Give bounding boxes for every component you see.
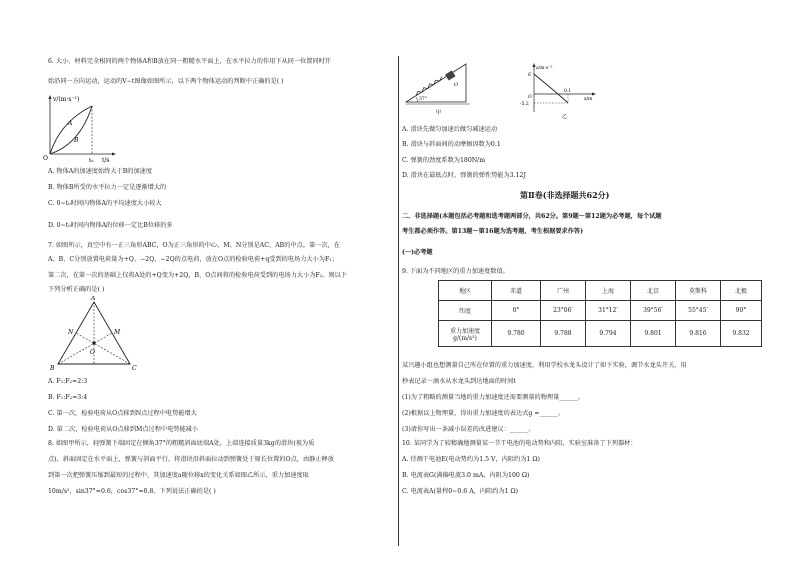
part2-instr-line2: 考生都必须作答。第13题～第16题为选考题，考生根据要求作答) [402,228,584,235]
q8-fig-ylabel: a/m·s⁻² [536,66,553,71]
q6-graph-label-a: A [68,120,73,127]
q6-option-a: A. 物体A的加速度始终大于B的加速度 [48,168,153,175]
q8-stem-line1: 8. 如图甲所示，轻弹簧下端固定在倾角37°的粗糙斜面底端A处，上端连接质量3kg的滑块(视为质 [48,440,315,447]
q6-graph-xlabel: t/s [102,157,110,164]
table-cell: 9.816 [676,321,721,347]
part2-subhead: (一)必考题 [402,249,433,256]
table-cell: 纬度 [439,301,492,321]
q8-fig-y6: 6 [528,73,531,78]
table-cell: 9.801 [631,321,676,347]
table-header-cell: 莫斯科 [676,281,721,301]
table-cell: 31°12′ [586,301,631,321]
table-header-cell: 广州 [541,281,586,301]
q9-after-line2: 秒表记录一滴水从水龙头到达地面的时间t [402,378,516,385]
q7-stem-line3: 第二次，在第一次的基础上仅将A处的+Q变为+2Q，B、O点间将的检验电荷受到的电场力大小为F₂。则以下 [48,272,347,279]
q7-label-o: O [90,349,95,356]
q8-stem-line4: 10m/s²，sin37°=0.6，cos37°=0.8。下列说法正确的是( ) [48,488,216,495]
table-header-cell: 北极 [721,281,762,301]
q8-fig-label-jia: 甲 [436,110,442,116]
q7-label-b: B [50,365,55,372]
table-cell: 0° [492,301,541,321]
table-cell: 9.832 [721,321,762,347]
q8-fig-ym52: -5.2 [520,102,529,107]
q6-graph-origin: O [43,155,48,162]
q9-subq2: (2)根据以上物理量，得出重力加速度的表达式g =______。 [402,410,565,417]
q8-option-a: A. 滑块先做匀加速后做匀减速运动 [402,126,498,133]
q8-option-b: B. 滑块与斜面间的动摩擦因数为0.1 [402,141,501,148]
table-cell [439,321,492,347]
q8-stem-line2: 点)，斜面固定在水平面上，弹簧与斜面平行。将滑块沿斜面拉动到弹簧处于原长位置的O点，由静止释放 [48,456,334,463]
q9-subq1: (1)为了粗略的测量当地的重力加速度还需要测量的物理量______。 [402,394,585,401]
table-cell: 55°45′ [676,301,721,321]
q7-triangle-figure [50,296,150,372]
q8-option-c: C. 弹簧的劲度系数为180N/m [402,157,486,164]
q7-stem-line2: A、B、C分别放置电荷量为+Q、−2Q、−2Q的点电荷，放在O点的检验电荷+q受到的电场力大小为F₁； [48,256,338,263]
table-cell: 9.780 [492,321,541,347]
q9-stem: 9. 下面为不同地区的重力加速度数值。 [402,268,509,275]
q8-fig-label-yi: 乙 [562,114,568,120]
q10-option-b: B. 电流表G(满偏电流3.0 mA，内阻为100 Ω) [402,472,530,479]
q7-option-a: A. F₁:F₂=2:3 [48,378,88,385]
part2-instr-line1: 二、非选择题(本题包括必考题和选考题两部分，共62分。第9题～第12题为必考题，每个试题 [402,213,662,220]
q6-graph-t0: t₀ [89,158,94,164]
q7-option-d: D. 第二次，检验电荷从O点移到M点过程中电势能减小 [48,426,199,433]
q6-option-d: D. 0~t₀时间内物体A的位移一定比B位移的多 [48,222,173,229]
part2-title: 第Ⅱ卷(非选择题共62分) [520,190,610,200]
table-cell: 23°06′ [541,301,586,321]
q8-fig-x01: 0.1 [564,89,572,94]
q7-label-m: M [114,329,121,336]
table-row [439,301,762,321]
table-row [439,281,762,301]
q7-label-a: A [91,296,96,302]
table-header-cell: 地区 [439,281,492,301]
q6-vt-graph [40,92,120,164]
q8-fig-xlabel: x/m [584,97,593,102]
table-header-cell: 北京 [631,281,676,301]
q9-after-line1: 某兴趣小组也想测量自己所在位置的重力加速度，利用学校水龙头设计了如下实验，调节水龙头开关，用 [402,362,687,369]
table-header-cell: 上海 [586,281,631,301]
q7-stem-line4: 下列分析正确的是( ) [48,286,105,293]
table-cell-label-line1: 重力加速度 [449,327,480,335]
q8-option-d: D. 滑块在最低点时，弹簧的弹性势能为3.12J [402,172,526,179]
table-header-cell: 赤道 [492,281,541,301]
q7-label-n: N [68,329,74,336]
q6-option-b: B. 物体B所受的水平拉力一定是逐渐增大的 [48,184,167,191]
q6-stem-line2: 始沿同一方向运动，运动的V−t图像如图所示，以下两个物体运动的判断中正确的是( ) [48,78,284,85]
q8-figure-jia [402,58,474,116]
table-cell: 9.794 [586,321,631,347]
q9-gravity-table [438,280,762,347]
q6-graph-ylabel: v/(m·s⁻¹) [53,96,80,103]
q10-option-c: C. 电流表A(量程0~0.6 A，内阻约为1 Ω) [402,488,519,495]
table-cell-label-line2: g/(m/s²) [453,334,477,342]
q7-label-c: C [132,365,137,372]
table-cell: 9.788 [541,321,586,347]
q6-option-c: C. 0~t₀时间内物体A的平均速度大小较大 [48,200,162,207]
q6-graph-label-b: B [74,137,79,144]
q9-subq3: (3)请你写出一条减小误差的改进建议：______。 [402,426,535,433]
q10-option-a: A. 待测干电池E(电动势约为1.5 V，内阻约为1 Ω) [402,456,540,463]
q8-figure-yi [520,62,600,120]
q7-stem-line1: 7. 如图所示，真空中有一正三角形ABC，O为正三角形的中心，M、N分别是AC、AB的中点。第一次，在 [48,242,340,249]
q8-stem-line3: 到第一次把弹簧压缩到最短的过程中，其加速度a随位移x的变化关系如图乙所示，重力加速度取 [48,472,309,479]
q8-fig-origin: O [454,82,459,88]
table-row [439,321,762,347]
q8-fig-angle: 37° [419,97,427,102]
table-cell: 90° [721,301,762,321]
q7-option-b: B. F₁:F₂=3:4 [48,394,88,401]
q7-option-c: C. 第一次，检验电荷从O点移到N点过程中电势能增大 [48,410,197,417]
column-divider [398,56,399,546]
q8-fig-origin2: O [528,95,532,100]
table-cell: 39°56′ [631,301,676,321]
q6-stem-line1: 6. 大小、材料完全相同的两个物体A和B放在同一粗糙水平面上，在水平拉力的作用下从同一位置同时开 [48,58,331,65]
q10-stem: 10. 某同学为了较精确地测量某一节干电池的电动势和内阻，实验室准备了下列器材： [402,440,637,447]
